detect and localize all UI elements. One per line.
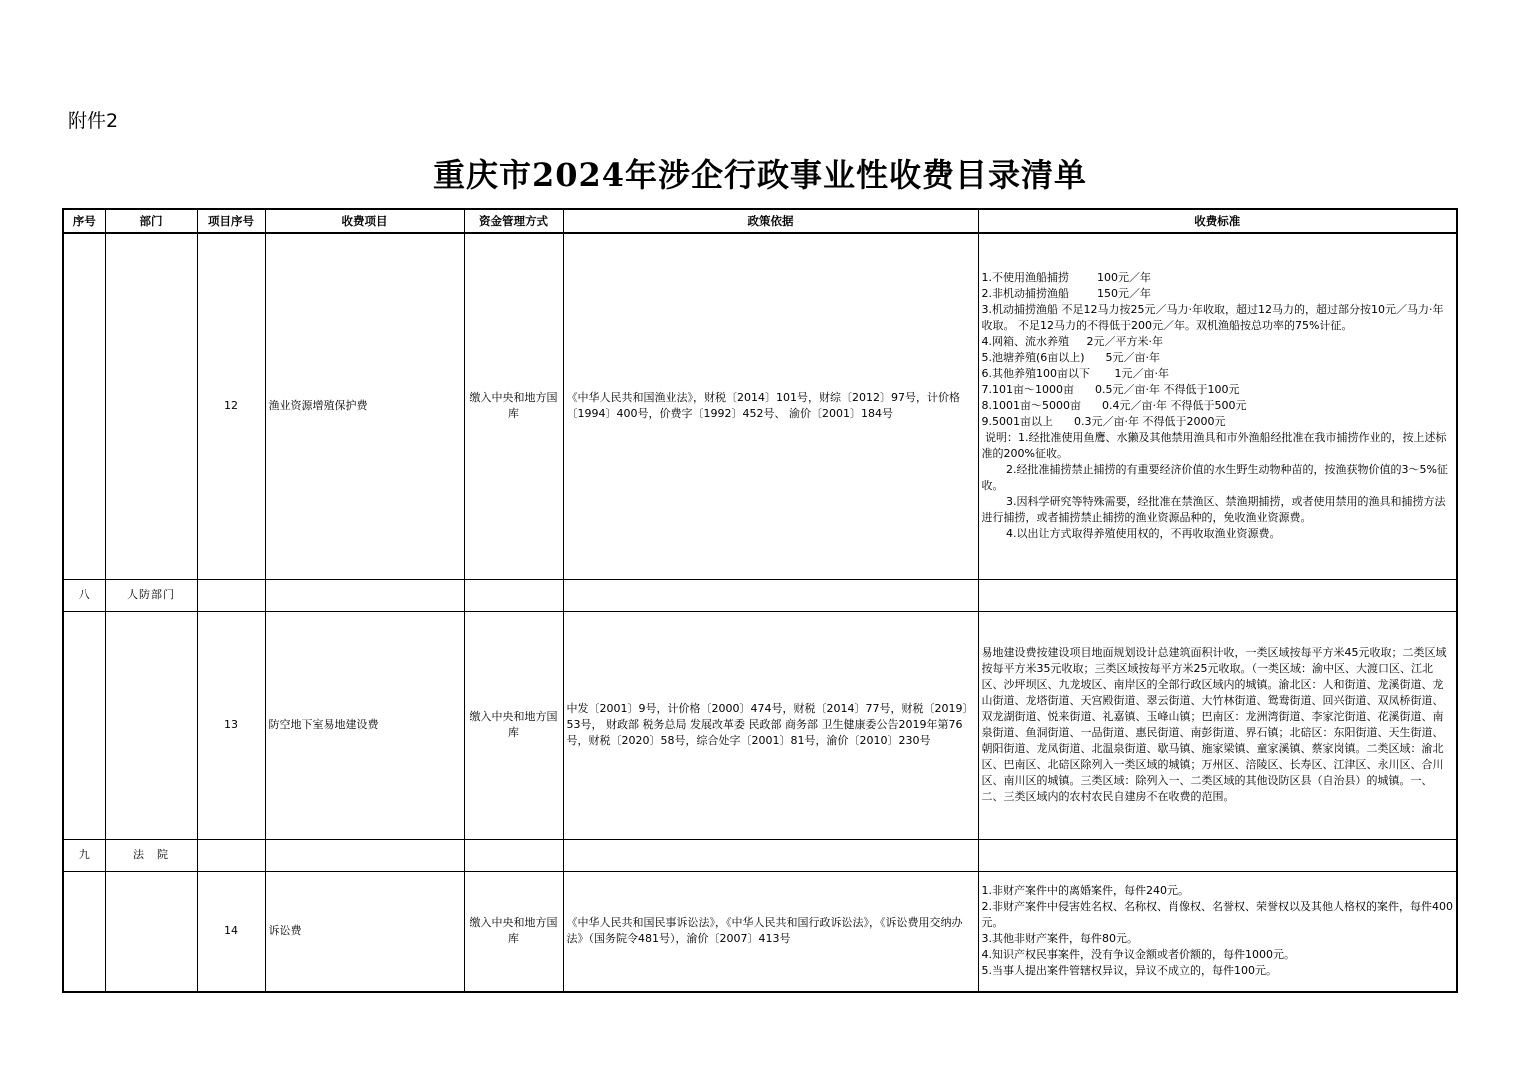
- header-fee-standard: 收费标准: [978, 209, 1457, 233]
- page-title: 重庆市2024年涉企行政事业性收费目录清单: [432, 156, 1088, 194]
- row-dept: [105, 611, 197, 839]
- table-row: [63, 871, 1457, 992]
- row-fund-management: 缴入中央和地方国库: [464, 871, 563, 992]
- row-item-no: 12: [197, 233, 265, 579]
- empty-cell: [563, 839, 978, 871]
- empty-cell: [265, 839, 464, 871]
- row-fee-standard: 1.不使用渔船捕捞 100元／年 2.非机动捕捞渔船 150元／年 3.机动捕捞渔船 不足12马力按25元／马力·年收取，超过12马力的，超过部分按10元／马力·年收取。 不足12马力的不得低于200元／年。双机渔船按总功率的75%计征。 4.网箱、流水养殖 2元／平方米·年 5.池塘养殖(6亩以上) 5元／亩·年 6.其他养殖100亩以下 1元／亩·年 7.101亩～1000亩 0.5元／亩·年 不得低于100元 8.1001亩～5000亩 0.4元／亩·年 不得低于500元 9.5001亩以上 0.3元／亩·年 不得低于2000元 说明：1.经批准使用鱼鹰、水獭及其他禁用渔具和市外渔船经批准在我市捕捞作业的，按上述标准的200%征收。 2.经批准捕捞禁止捕捞的有重要经济价值的水生野生动物种苗的，按渔获物价值的3～5%征收。 3.因科学研究等特殊需要，经批准在禁渔区、禁渔期捕捞，或者使用禁用的渔具和捕捞方法进行捕捞，或者捕捞禁止捕捞的渔业资源品种的，免收渔业资源费。 4.以出让方式取得养殖使用权的，不再收取渔业资源费。: [978, 233, 1457, 579]
- row-seq: [63, 611, 105, 839]
- fee-table: [62, 208, 1458, 993]
- row-fee-standard: 1.非财产案件中的离婚案件，每件240元。 2.非财产案件中侵害姓名权、名称权、肖像权、名誉权、荣誉权以及其他人格权的案件，每件400元。 3.其他非财产案件，每件80元。 4.知识产权民事案件，没有争议金额或者价额的，每件1000元。 5.当事人提出案件管辖权异议，异议不成立的，每件100元。: [978, 871, 1457, 992]
- row-item: 诉讼费: [265, 871, 464, 992]
- header-fund-management: 资金管理方式: [464, 209, 563, 233]
- row-item: 防空地下室易地建设费: [265, 611, 464, 839]
- empty-cell: [978, 579, 1457, 611]
- row-seq: [63, 233, 105, 579]
- row-item: 渔业资源增殖保护费: [265, 233, 464, 579]
- dept-name: 人防部门: [105, 579, 197, 611]
- empty-cell: [464, 839, 563, 871]
- dept-seq: 八: [63, 579, 105, 611]
- header-dept: 部门: [105, 209, 197, 233]
- empty-cell: [978, 839, 1457, 871]
- row-fund-management: 缴入中央和地方国库: [464, 233, 563, 579]
- dept-row: [63, 839, 1457, 871]
- row-policy-basis: 《中华人民共和国渔业法》，财税〔2014〕101号，财综〔2012〕97号，计价格〔1994〕400号，价费字〔1992〕452号、 渝价〔2001〕184号: [563, 233, 978, 579]
- row-fee-standard: 易地建设费按建设项目地面规划设计总建筑面积计收，一类区域按每平方米45元收取；二类区域按每平方米35元收取；三类区域按每平方米25元收取。（一类区域：渝中区、大渡口区、江北区、沙坪坝区、九龙坡区、南岸区的全部行政区域内的城镇。渝北区：人和街道、龙溪街道、龙山街道、龙塔街道、天宫殿街道、翠云街道、大竹林街道、鸳鸯街道、回兴街道、双凤桥街道、双龙湖街道、悦来街道、礼嘉镇、玉峰山镇；巴南区：龙洲湾街道、李家沱街道、花溪街道、南泉街道、鱼洞街道、一品街道、惠民街道、南彭街道、界石镇；北碚区：东阳街道、天生街道、朝阳街道、龙凤街道、北温泉街道、歇马镇、施家梁镇、童家溪镇、蔡家岗镇。二类区域：渝北区、巴南区、北碚区除列入一类区域的城镇；万州区、涪陵区、长寿区、江津区、永川区、合川区、南川区的城镇。三类区域：除列入一、二类区域的其他设防区县（自治县）的城镇。一、二、三类区域内的农村农民自建房不在收费的范围。: [978, 611, 1457, 839]
- row-item-no: 14: [197, 871, 265, 992]
- row-seq: [63, 871, 105, 992]
- row-policy-basis: 中发〔2001〕9号，计价格〔2000〕474号，财税〔2014〕77号，财税〔2019〕53号， 财政部 税务总局 发展改革委 民政部 商务部 卫生健康委公告2019年第76号，财税〔2020〕58号，综合处字〔2001〕81号，渝价〔2010〕230号: [563, 611, 978, 839]
- header-item-no: 项目序号: [197, 209, 265, 233]
- empty-cell: [197, 579, 265, 611]
- dept-seq: 九: [63, 839, 105, 871]
- row-dept: [105, 871, 197, 992]
- row-item-no: 13: [197, 611, 265, 839]
- row-fund-management: 缴入中央和地方国库: [464, 611, 563, 839]
- empty-cell: [464, 579, 563, 611]
- table-header-row: [63, 209, 1457, 233]
- dept-row: [63, 579, 1457, 611]
- header-seq: 序号: [63, 209, 105, 233]
- header-policy-basis: 政策依据: [563, 209, 978, 233]
- attachment-label: 附件2: [68, 110, 119, 132]
- empty-cell: [197, 839, 265, 871]
- table-row: [63, 233, 1457, 579]
- row-policy-basis: 《中华人民共和国民事诉讼法》，《中华人民共和国行政诉讼法》，《诉讼费用交纳办法》（国务院令481号），渝价〔2007〕413号: [563, 871, 978, 992]
- table-row: [63, 611, 1457, 839]
- header-item: 收费项目: [265, 209, 464, 233]
- row-dept: [105, 233, 197, 579]
- empty-cell: [265, 579, 464, 611]
- dept-name: 法 院: [105, 839, 197, 871]
- empty-cell: [563, 579, 978, 611]
